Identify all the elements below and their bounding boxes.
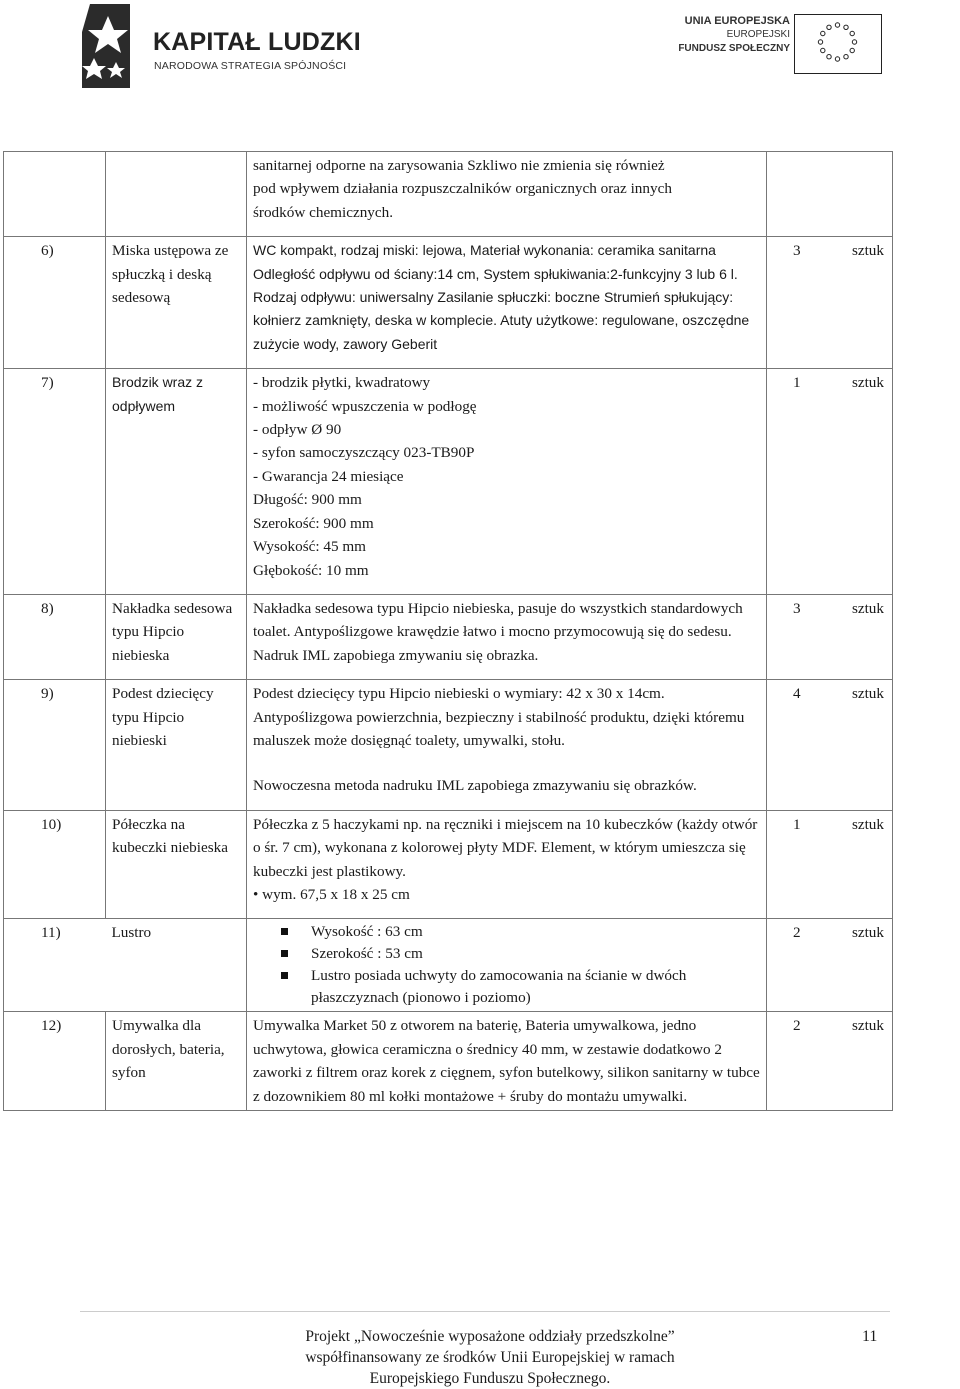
qty-number: 1 xyxy=(793,815,801,833)
paragraph-gap xyxy=(253,752,760,774)
desc-line: - syfon samoczyszczący 023-TB90P xyxy=(253,444,475,462)
bullet-text: Wysokość : 63 cm xyxy=(311,923,423,941)
num-cell: 12) xyxy=(4,1012,106,1111)
num-cell: 9) xyxy=(4,680,106,811)
kapital-ludzki-title: KAPITAŁ LUDZKI xyxy=(153,28,361,56)
desc-cell xyxy=(247,919,767,1012)
continuation-line: pod wpływem działania rozpuszczalników organicznych oraz innych xyxy=(253,180,672,198)
footer-line: Projekt „Nowocześnie wyposażone oddziały przedszkolne” xyxy=(305,1328,675,1345)
desc-text: Podest dziecięcy typu Hipcio niebieski o wymiary: 42 x 30 x 14cm. Antypoślizgowa powierzchnia, bezpieczny i stabilność produktu, dzięki któremu maluszek może dosięgnąć toalety, umywalki, stołu. xyxy=(253,685,745,749)
qty-unit: sztuk xyxy=(851,685,884,703)
qty-cell xyxy=(767,919,893,1012)
qty-number: 2 xyxy=(793,924,801,942)
qty-cell xyxy=(767,680,893,811)
qty-cell xyxy=(767,594,893,679)
table-row xyxy=(4,680,893,811)
name-cell: Podest dziecięcy typu Hipcio niebieski xyxy=(106,680,247,811)
eu-logo-line1: UNIA EUROPEJSKA xyxy=(684,15,790,27)
name-cell: Półeczka na kubeczki niebieska xyxy=(106,810,247,919)
qty-unit: sztuk xyxy=(851,815,884,833)
num-cell: 11) xyxy=(4,919,106,1012)
table-row xyxy=(4,237,893,369)
desc-line: - możliwość wpuszczenia w podłogę xyxy=(253,397,477,415)
num-cell: 7) xyxy=(4,369,106,595)
page-number: 11 xyxy=(862,1328,878,1345)
bullet-text: Szerokość : 53 cm xyxy=(311,945,423,963)
table-row xyxy=(4,810,893,919)
desc-cell: Umywalka Market 50 z otworem na baterię, Bateria umywalkowa, jedno uchwytowa, głowica ceramiczna o średnicy 40 mm, w zestawie dodatkowo 2 zaworki z filtrem oraz korek z cięgnem, syfon butelkowy, silikon sanitarny w tubce z dozownikiem 80 ml kołki montażowe + śruby do montażu umywalki. xyxy=(247,1012,767,1111)
desc-line: Wysokość: 45 mm xyxy=(253,538,366,556)
desc-line: Głębokość: 10 mm xyxy=(253,561,369,579)
name-cell xyxy=(106,152,247,237)
name-cell: Nakładka sedesowa typu Hipcio niebieska xyxy=(106,594,247,679)
qty-unit: sztuk xyxy=(851,374,884,392)
kapital-ludzki-logo xyxy=(80,2,380,92)
desc-cell xyxy=(247,680,767,811)
footer-divider xyxy=(80,1311,890,1312)
desc-text-2: Nowoczesna metoda nadruku IML zapobiega zmazywaniu się obrazków. xyxy=(253,777,697,795)
num-cell: 6) xyxy=(4,237,106,369)
num-cell xyxy=(4,152,106,237)
num-cell: 10) xyxy=(4,810,106,919)
desc-line: - brodzik płytki, kwadratowy xyxy=(253,374,431,392)
desc-line: Długość: 900 mm xyxy=(253,491,362,509)
square-bullet-icon xyxy=(281,950,288,957)
table-row xyxy=(4,1012,893,1111)
qty-unit: sztuk xyxy=(851,924,884,942)
specification-table xyxy=(3,151,893,1111)
desc-text: WC kompakt, rodzaj miski: lejowa, Materiał wykonania: ceramika sanitarna Odległość odpływu od ściany:14 cm, System spłukiwania:2-funkcyjny 3 lub 6 l. Rodzaj odpływu: uniwersalny Zasilanie spłuczki: boczne Strumień spłukujący: kołnierz zamknięty, deska w komplecie. Atuty użytkowe: regulowane, oszczędne zużycie wody, zawory Geberit xyxy=(253,242,750,352)
bullet-text: Lustro posiada uchwyty do zamocowania na ścianie w dwóch płaszczyznach (pionowo i poziomo) xyxy=(311,967,687,1007)
square-bullet-icon xyxy=(281,928,288,935)
kapital-ludzki-emblem-icon xyxy=(80,2,134,90)
qty-unit: sztuk xyxy=(851,242,884,260)
continuation-line: sanitarnej odporne na zarysowania Szkliwo nie zmienia się również xyxy=(253,157,665,174)
square-bullet-icon xyxy=(281,972,288,979)
qty-cell xyxy=(767,1012,893,1111)
desc-line: - odpływ Ø 90 xyxy=(253,421,342,439)
desc-bullet: • wym. 67,5 x 18 x 25 cm xyxy=(253,885,410,903)
bullet-list xyxy=(247,921,760,1009)
footer-line: Europejskiego Funduszu Społecznego. xyxy=(369,1370,611,1387)
desc-cell: Nakładka sedesowa typu Hipcio niebieska, pasuje do wszystkich standardowych toalet. Antypoślizgowe krawędzie łatwo i mocno przymocowują się do sedesu. Nadruk IML zapobiega zmywaniu się obrazka. xyxy=(247,594,767,679)
table-row xyxy=(4,919,893,1012)
desc-text: Półeczka z 5 haczykami np. na ręczniki i miejscem na 10 kubeczków (każdy otwór o śr. 7 cm), wykonana z kolorowej płyty MDF. Element, w którym umieszcza się kubeczki jest plastikowy. xyxy=(253,815,758,880)
table-row xyxy=(4,594,893,679)
eu-logo xyxy=(678,14,884,78)
bullet-item xyxy=(281,943,760,965)
desc-cell xyxy=(247,369,767,595)
qty-number: 2 xyxy=(793,1017,801,1035)
eu-logo-line3: FUNDUSZ SPOŁECZNY xyxy=(678,43,790,54)
table-row xyxy=(4,369,893,595)
desc-cell xyxy=(247,810,767,919)
qty-unit: sztuk xyxy=(851,1017,884,1035)
eu-logo-text xyxy=(678,14,790,56)
footer-line: współfinansowany ze środków Unii Europejskiej w ramach xyxy=(305,1349,675,1366)
eu-logo-line2: EUROPEJSKI xyxy=(726,29,790,40)
name-cell xyxy=(106,369,247,595)
qty-cell xyxy=(767,152,893,237)
bullet-item xyxy=(281,965,760,1009)
qty-unit: sztuk xyxy=(851,599,884,617)
kapital-ludzki-subtitle: NARODOWA STRATEGIA SPÓJNOŚCI xyxy=(154,60,347,72)
name-text: Brodzik wraz z odpływem xyxy=(112,374,204,414)
name-cell: Lustro xyxy=(106,919,247,1012)
name-cell: Umywalka dla dorosłych, bateria, syfon xyxy=(106,1012,247,1111)
qty-cell xyxy=(767,810,893,919)
qty-number: 4 xyxy=(793,685,801,703)
footer xyxy=(250,1326,730,1389)
eu-flag-icon xyxy=(794,14,882,74)
desc-cell xyxy=(247,237,767,369)
continuation-line: środków chemicznych. xyxy=(253,203,394,221)
desc-cell xyxy=(247,152,767,237)
qty-cell xyxy=(767,369,893,595)
name-cell: Miska ustępowa ze spłuczką i deską sedesową xyxy=(106,237,247,369)
desc-line: Szerokość: 900 mm xyxy=(253,514,374,532)
qty-number: 3 xyxy=(793,242,801,260)
qty-cell xyxy=(767,237,893,369)
bullet-item xyxy=(281,921,760,943)
num-cell: 8) xyxy=(4,594,106,679)
desc-line: - Gwarancja 24 miesiące xyxy=(253,467,404,485)
qty-number: 1 xyxy=(793,374,801,392)
qty-number: 3 xyxy=(793,599,801,617)
table-row xyxy=(4,152,893,237)
